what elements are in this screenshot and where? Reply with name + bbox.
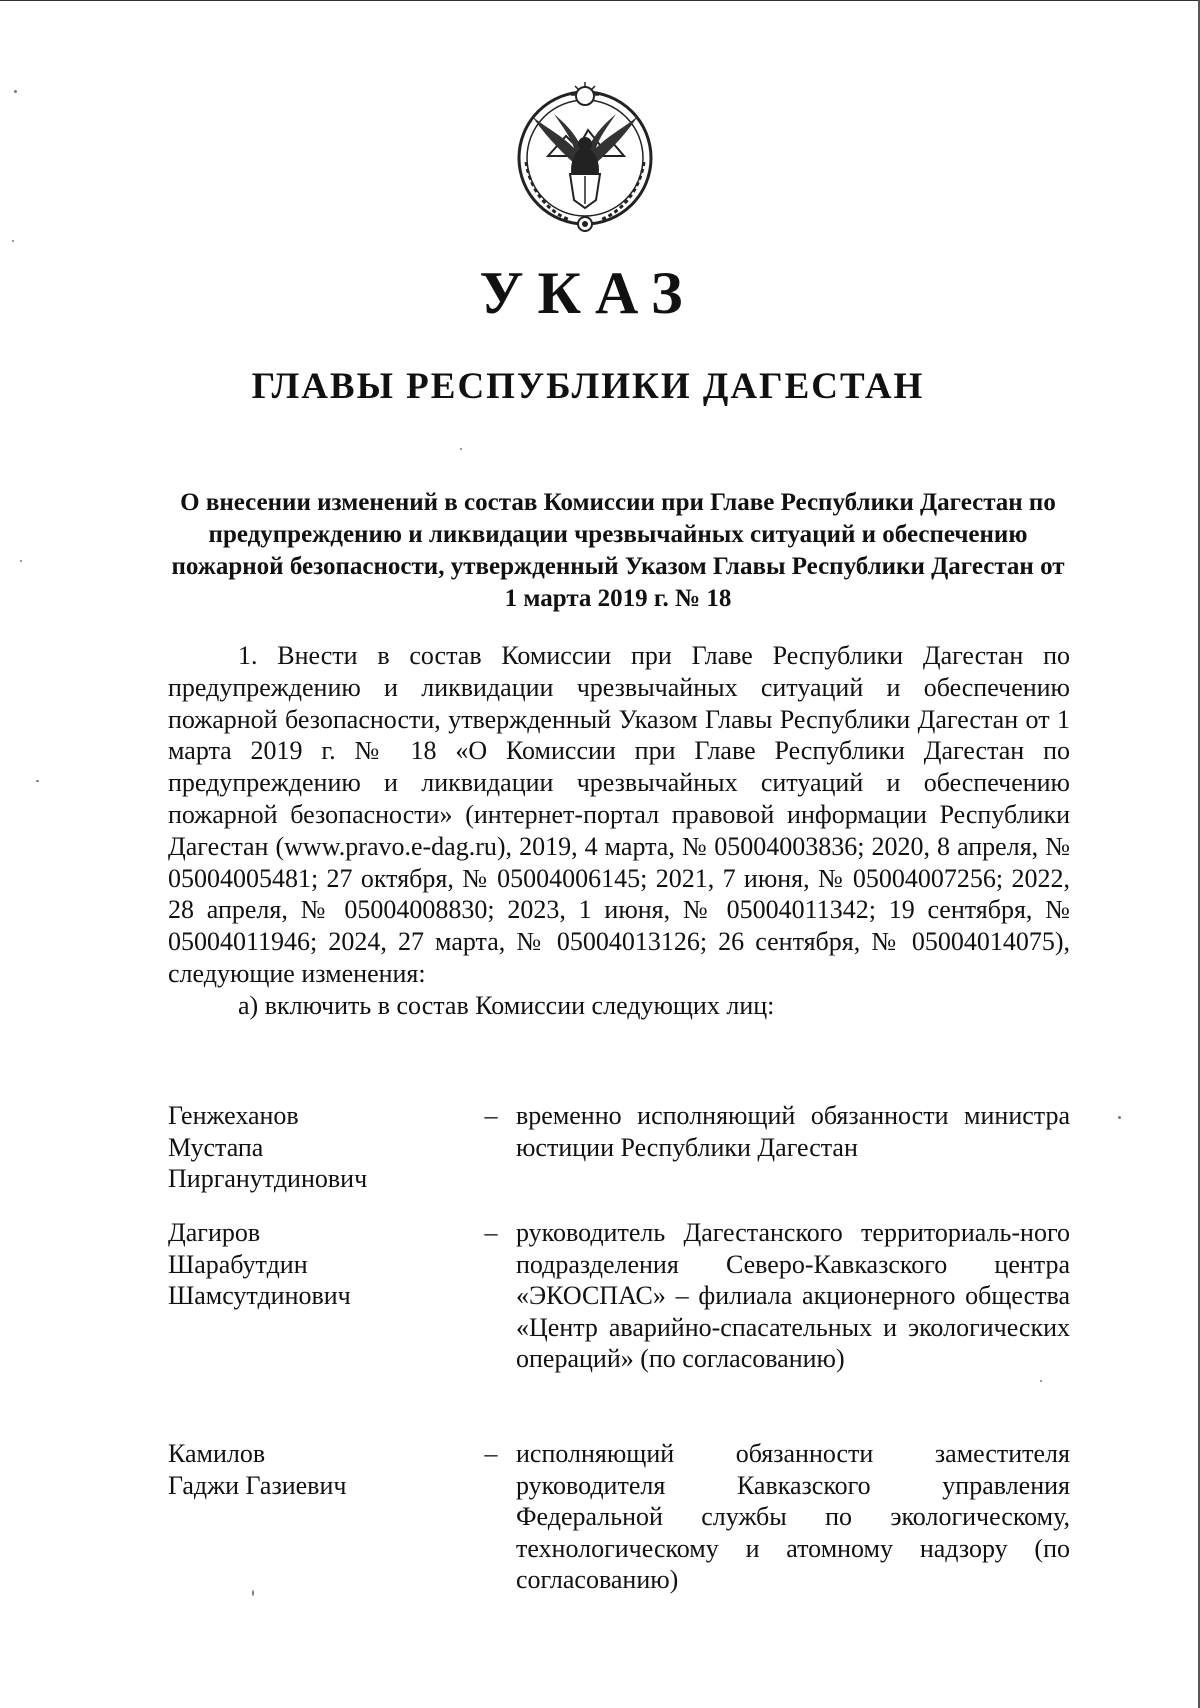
person-first-name: Мустапа bbox=[168, 1132, 264, 1162]
scan-edge bbox=[0, 0, 1200, 1]
subitem-a: а) включить в состав Комиссии следующих лиц: bbox=[238, 990, 775, 1020]
person-entry bbox=[168, 1217, 1070, 1407]
scan-speck bbox=[1118, 1116, 1121, 1119]
person-first-name: Шарабутдин bbox=[168, 1249, 308, 1279]
scan-speck bbox=[1040, 1380, 1042, 1382]
person-role: временно исполняющий обязанности министра юстиции Республики Дагестан bbox=[516, 1101, 1070, 1162]
coat-of-arms-icon bbox=[508, 78, 663, 236]
dash-separator: – bbox=[484, 1439, 498, 1468]
scan-speck bbox=[20, 560, 22, 562]
person-name bbox=[168, 1100, 468, 1195]
dash-separator: – bbox=[484, 1218, 498, 1247]
person-entry bbox=[168, 1438, 1070, 1598]
person-entry bbox=[168, 1100, 1070, 1200]
person-role: руководитель Дагестанского территориаль-ного подразделения Северо-Кавказского центра «ЭКОСПАС» – филиала акционерного общества «Центр аварийно-спасательных и экологических операций» (по согласованию) bbox=[516, 1218, 1070, 1374]
person-surname: Дагиров bbox=[168, 1218, 261, 1247]
scan-speck bbox=[12, 240, 14, 242]
scan-speck bbox=[14, 90, 17, 93]
scan-speck bbox=[460, 448, 462, 450]
person-name bbox=[168, 1217, 468, 1312]
paragraph-1: 1. Внести в состав Комиссии при Главе Республики Дагестан по предупреждению и ликвидации чрезвычайных ситуаций и обеспечению пожарной безопасности, утвержденный Указом Главы Республики Дагестан от 1 марта 2019 г. № 18 «О Комиссии при Главе Республики Дагестан по предупреждению и ликвидации чрезвычайных ситуаций и обеспечению пожарной безопасности» (интернет-портал правовой информации Республики Дагестан (www.pravo.e-dag.ru), 2019, 4 марта, № 05004003836; 2020, 8 апреля, № 05004005481; 27 октября, № 05004006145; 2021, 7 июня, № 05004007256; 2022, 28 апреля, № 05004008830; 2023, 1 июня, № 05004011342; 19 сентября, № 05004011946; 2024, 27 марта, № 05004013126; 26 сентября, № 05004014075), следующие изменения: bbox=[168, 641, 1070, 988]
scan-speck bbox=[252, 1590, 254, 1596]
person-name bbox=[168, 1438, 468, 1501]
person-patronymic: Шамсутдинович bbox=[168, 1281, 351, 1311]
document-subtitle: ГЛАВЫ РЕСПУБЛИКИ ДАГЕСТАН bbox=[251, 366, 925, 407]
document-title: УКАЗ bbox=[479, 260, 697, 326]
person-role: исполняющий обязанности заместителя руководителя Кавказского управления Федеральной службы по экологическому, технологическому и атомному надзору (по согласованию) bbox=[516, 1439, 1070, 1595]
person-patronymic: Пирганутдинович bbox=[168, 1164, 368, 1194]
scan-speck bbox=[36, 780, 39, 782]
person-first-name: Гаджи Газиевич bbox=[168, 1470, 347, 1500]
decree-heading: О внесении изменений в состав Комиссии при Главе Республики Дагестан по предупреждению и ликвидации чрезвычайных ситуаций и обеспечению пожарной безопасности, утвержденный Указом Главы Республики Дагестан от 1 марта 2019 г. № 18 bbox=[171, 489, 1065, 612]
person-surname: Камилов bbox=[168, 1439, 266, 1468]
person-surname: Генжеханов bbox=[168, 1101, 299, 1130]
dash-separator: – bbox=[484, 1101, 498, 1130]
decree-body bbox=[168, 640, 1070, 1022]
